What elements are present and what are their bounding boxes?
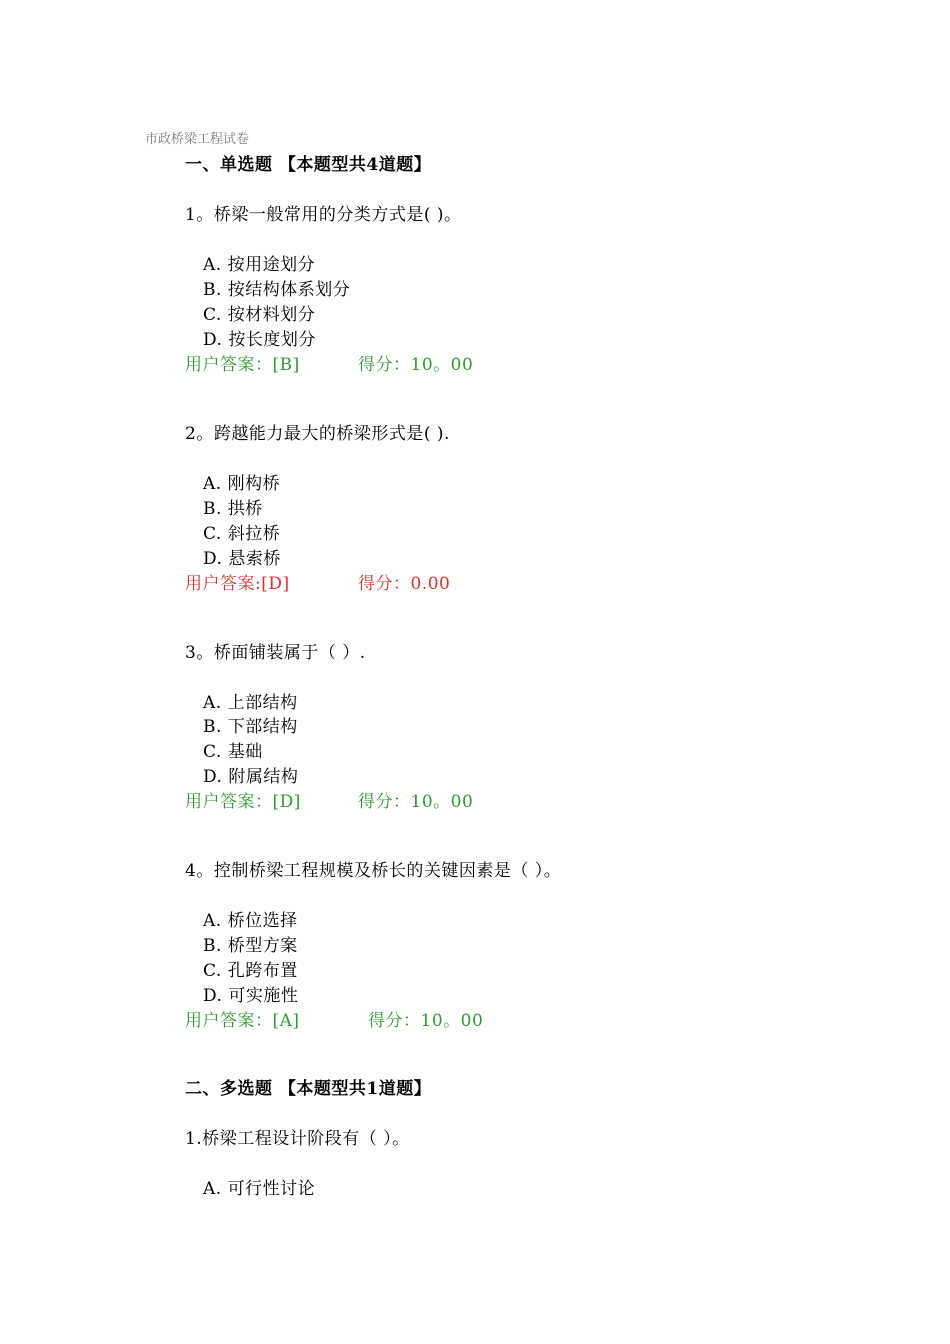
user-answer: 用户答案：[B] <box>185 355 300 375</box>
question-text: 1.桥梁工程设计阶段有（ ）。 <box>185 1129 410 1149</box>
user-answer: 用户答案:[D] <box>185 574 290 594</box>
question-text: 3。桥面铺装属于（ ）. <box>185 643 366 663</box>
option-a: A. 刚构桥 <box>203 474 281 494</box>
question-text: 2。跨越能力最大的桥梁形式是( ). <box>185 424 450 444</box>
option-b: B. 桥型方案 <box>203 936 298 956</box>
option-d: D. 按长度划分 <box>203 330 316 350</box>
option-a: A. 可行性讨论 <box>203 1179 316 1199</box>
score: 得分：10。00 <box>358 792 474 812</box>
section-title-single-choice: 一、单选题 【本题型共4道题】 <box>185 155 432 175</box>
score: 得分：10。00 <box>358 355 474 375</box>
option-a: A. 上部结构 <box>203 693 298 713</box>
answer-line <box>185 787 474 812</box>
answer-line <box>185 1006 484 1031</box>
user-answer: 用户答案：[A] <box>185 1011 300 1031</box>
document-header: 市政桥梁工程试卷 <box>145 132 250 147</box>
user-answer: 用户答案：[D] <box>185 792 301 812</box>
option-c: C. 斜拉桥 <box>203 524 281 544</box>
score: 得分：0.00 <box>358 574 451 594</box>
option-c: C. 按材料划分 <box>203 305 316 325</box>
question-text: 1。桥梁一般常用的分类方式是( )。 <box>185 205 462 225</box>
answer-line <box>185 569 451 594</box>
option-b: B. 拱桥 <box>203 499 263 519</box>
option-a: A. 桥位选择 <box>203 911 298 931</box>
score: 得分：10。00 <box>368 1011 484 1031</box>
option-b: B. 按结构体系划分 <box>203 280 351 300</box>
option-c: C. 基础 <box>203 742 263 762</box>
question-text: 4。控制桥梁工程规模及桥长的关键因素是（ ）。 <box>185 861 562 881</box>
option-a: A. 按用途划分 <box>203 255 316 275</box>
answer-line <box>185 350 474 375</box>
option-c: C. 孔跨布置 <box>203 961 298 981</box>
option-d: D. 可实施性 <box>203 986 299 1006</box>
option-b: B. 下部结构 <box>203 717 298 737</box>
option-d: D. 悬索桥 <box>203 549 281 569</box>
section-title-multiple-choice: 二、多选题 【本题型共1道题】 <box>185 1079 432 1099</box>
option-d: D. 附属结构 <box>203 767 299 787</box>
